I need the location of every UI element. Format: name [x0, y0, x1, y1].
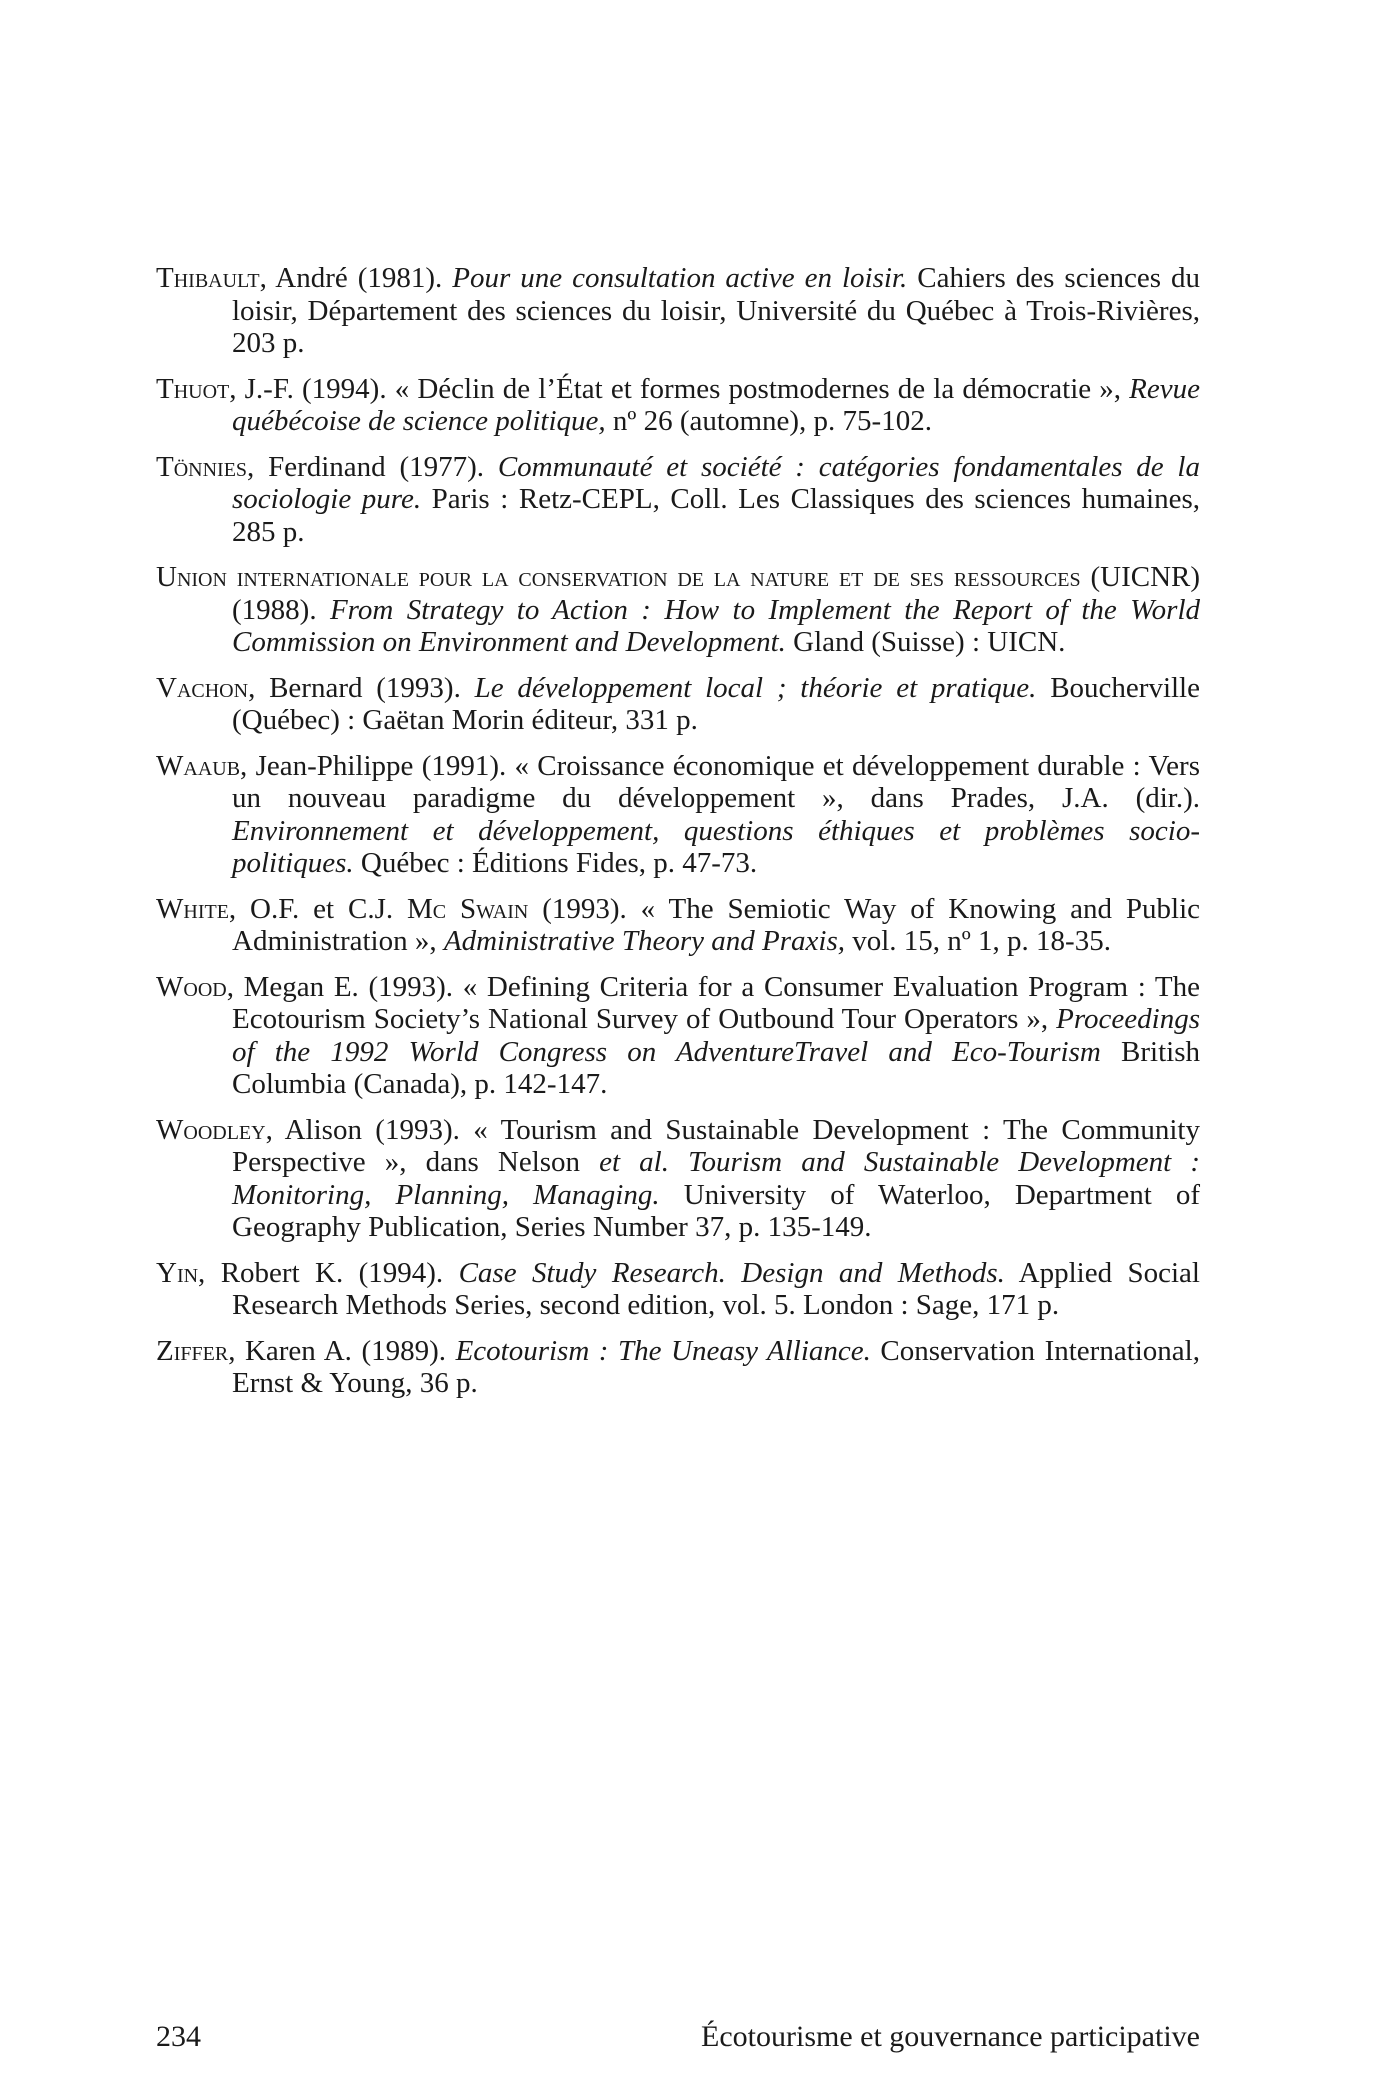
work-title: Administrative Theory and Praxis, — [443, 925, 845, 957]
entry-text: Québec : Éditions Fides, p. 47-73. — [353, 847, 758, 879]
bibliography-list — [156, 262, 1200, 1413]
entry-text: , André (1981). — [259, 262, 453, 294]
work-title: Revue québécoise de science politique, — [232, 372, 1200, 437]
entry-text: , Alison (1993). « Tourism and Sustainable Development : The Community Perspective », dans Nelson — [232, 1113, 1200, 1178]
bibliography-entry — [156, 561, 1200, 659]
author-name: White — [156, 892, 229, 925]
page-footer — [156, 2020, 1200, 2054]
work-title: et al. Tourism and Sustainable Development : Monitoring, Planning, Managing. — [232, 1146, 1200, 1211]
work-title: Environnement et développement, questions éthiques et problèmes socio-politiques. — [232, 814, 1200, 879]
bibliography-entry — [156, 672, 1200, 737]
work-title: Communauté et société : catégories fondamentales de la sociologie pure. — [232, 450, 1200, 515]
entry-text: (UICNR) (1988). — [232, 561, 1201, 626]
entry-text: , Bernard (1993). — [248, 671, 475, 704]
entry-text: , Karen A. (1989). — [228, 1334, 456, 1367]
work-title: Ecotourism : The Uneasy Alliance. — [455, 1334, 871, 1367]
bibliography-entry — [156, 1114, 1200, 1244]
author-name: Mc Swain — [407, 892, 529, 925]
bibliography-entry — [156, 971, 1200, 1101]
running-title: Écotourisme et gouvernance participative — [701, 2020, 1200, 2053]
entry-text: Gland (Suisse) : UICN. — [785, 626, 1066, 658]
author-name: Waaub — [156, 749, 241, 782]
author-name: Woodley — [156, 1113, 266, 1146]
entry-text: , O.F. et C.J. — [228, 892, 408, 925]
author-name: Wood — [156, 970, 227, 1003]
entry-text: British Columbia (Canada), p. 142-147. — [232, 1035, 1200, 1100]
author-name: Ziffer — [156, 1334, 229, 1367]
entry-text: , J.-F. (1994). « Déclin de l’État et formes postmodernes de la démocratie », — [229, 372, 1130, 405]
entry-text: nº 26 (automne), p. 75-102. — [605, 405, 932, 437]
work-title: Le développement local ; théorie et pratique. — [474, 671, 1037, 704]
bibliography-entry — [156, 893, 1200, 958]
bibliography-entry — [156, 1335, 1200, 1400]
entry-text: Paris : Retz-CEPL, Coll. Les Classiques des sciences humaines, 285 p. — [232, 483, 1201, 548]
author-name: Thuot — [156, 372, 230, 405]
entry-text: , Jean-Philippe (1991). « Croissance économique et développement durable : Vers un nouveau paradigme du développement », dans Prades, J.A. (dir.). — [232, 749, 1200, 814]
bibliography-entry — [156, 1257, 1200, 1322]
entry-text: Boucherville (Québec) : Gaëtan Morin éditeur, 331 p. — [232, 671, 1200, 736]
entry-text: vol. 15, nº 1, p. 18-35. — [845, 925, 1111, 957]
author-name: Yin — [156, 1256, 199, 1289]
bibliography-entry — [156, 262, 1200, 360]
entry-text: Applied Social Research Methods Series, second edition, vol. 5. London : Sage, 171 p. — [232, 1256, 1200, 1321]
work-title: Proceedings of the 1992 World Congress on AdventureTravel and Eco-Tourism — [232, 1003, 1200, 1068]
author-name: Tönnies — [156, 450, 248, 483]
work-title: Pour une consultation active en loisir. — [452, 262, 908, 294]
entry-text: , Robert K. (1994). — [198, 1256, 459, 1289]
bibliography-entry — [156, 451, 1200, 549]
work-title: Case Study Research. Design and Methods. — [458, 1256, 1005, 1289]
author-name: Union internationale pour la conservation de la nature et de ses ressources — [156, 561, 1081, 593]
entry-text: (1993). « The Semiotic Way of Knowing and Public Administration », — [232, 892, 1200, 957]
entry-text: University of Waterloo, Department of Geography Publication, Series Number 37, p. 135-149. — [232, 1178, 1200, 1243]
entry-text: , Ferdinand (1977). — [247, 450, 498, 483]
author-name: Thibault — [156, 262, 260, 294]
entry-text: Cahiers des sciences du loisir, Département des sciences du loisir, Université du Québec à Trois-Rivières, 203 p. — [232, 262, 1201, 359]
page-number: 234 — [156, 2020, 201, 2053]
entry-text: , Megan E. (1993). « Defining Criteria for a Consumer Evaluation Program : The Ecotourism Society’s National Survey of Outbound Tour Operators », — [226, 970, 1200, 1035]
bibliography-entry — [156, 373, 1200, 438]
bibliography-entry — [156, 750, 1200, 880]
work-title: From Strategy to Action : How to Implement the Report of the World Commission on Environment and Development. — [232, 593, 1200, 658]
author-name: Vachon — [156, 671, 249, 704]
entry-text: Conservation International, Ernst & Young, 36 p. — [232, 1334, 1200, 1399]
